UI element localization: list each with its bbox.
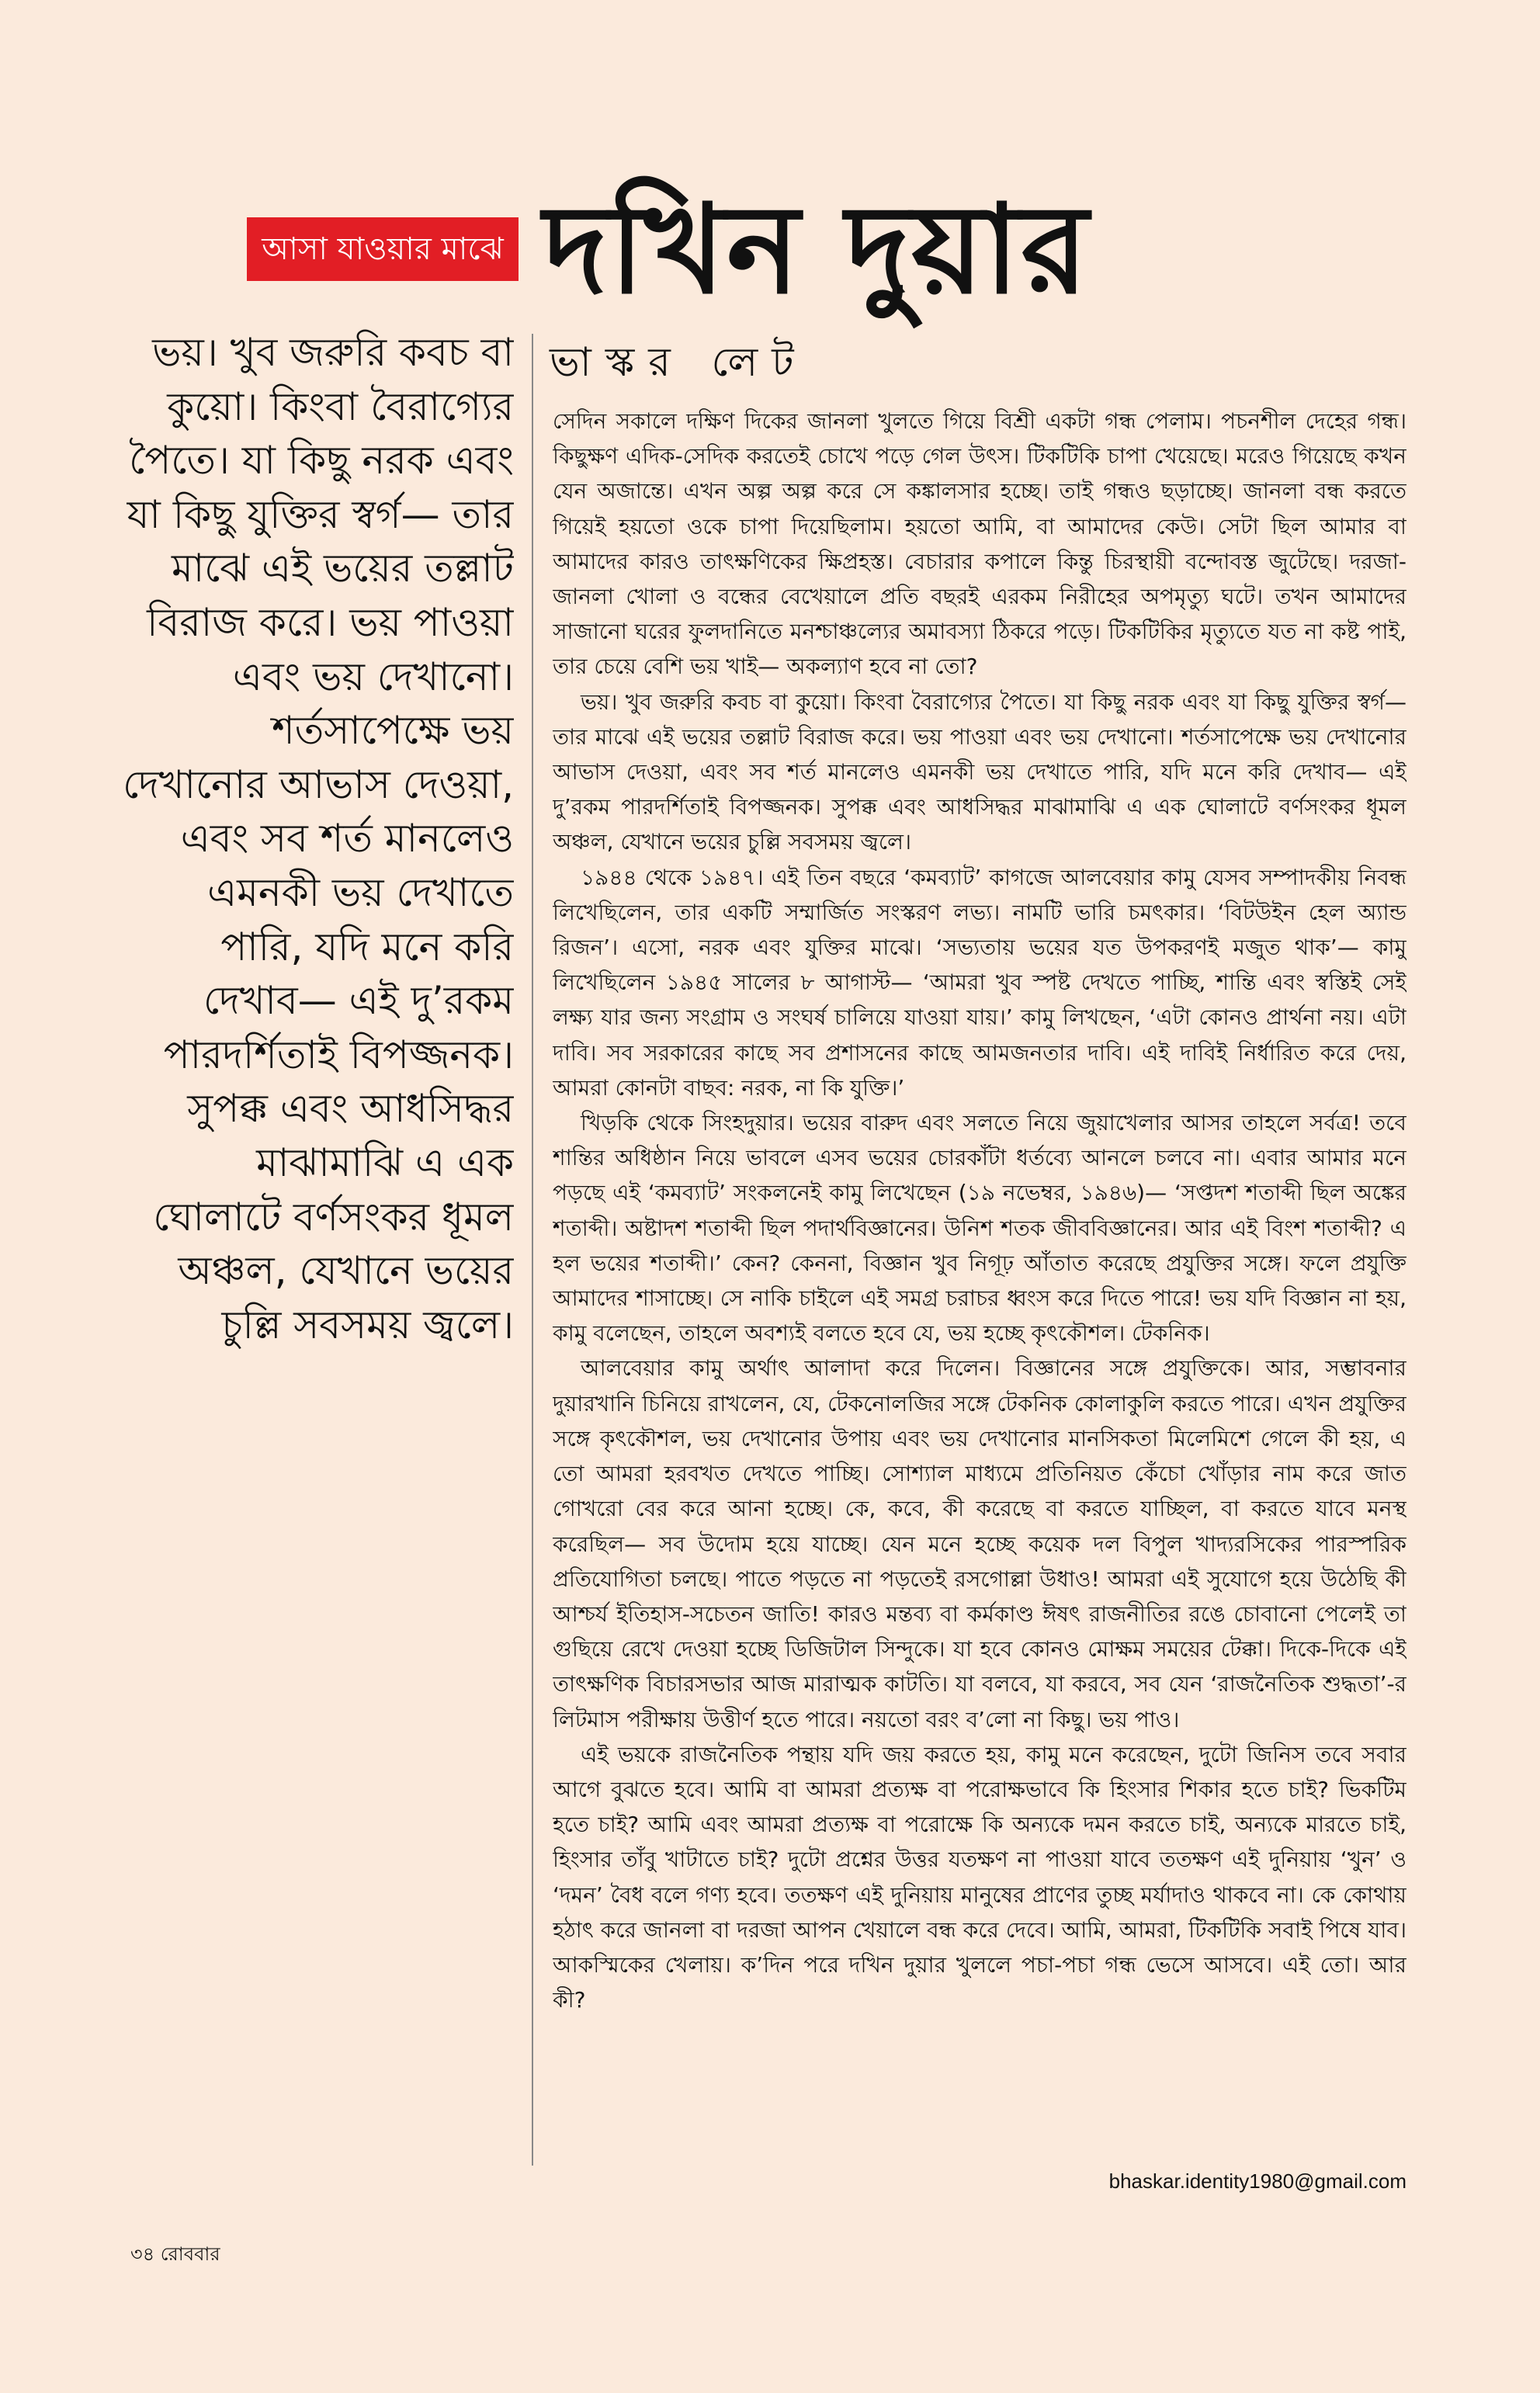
article-paragraph: ভয়। খুব জরুরি কবচ বা কুয়ো। কিংবা বৈরাগ্যের পৈতে। যা কিছু নরক এবং যা কিছু যুক্তির স্বর্গ— তার মাঝে এই ভয়ের তল্লাট বিরাজ করে। ভয় পাওয়া এবং ভয় দেখানো। শর্তসাপেক্ষে ভয় দেখানোর আভাস দেওয়া, এবং সব শর্ত মানলেও এমনকী ভয় দেখাতে পারি, যদি মনে করি দেখাব— এই দু’রকম পারদর্শিতাই বিপজ্জনক। সুপক্ক এবং আধসিদ্ধর মাঝামাঝি এ এক ঘোলাটে বর্ণসংকর ধূমল অঞ্চল, যেখানে ভয়ের চুল্লি সবসময় জ্বলে। [553, 688, 1406, 855]
headline: দখিন দুয়ার [543, 179, 1091, 321]
article-paragraph: আলবেয়ার কামু অর্থাৎ আলাদা করে দিলেন। বিজ্ঞানের সঙ্গে প্রযুক্তিকে। আর, সম্ভাবনার দুয়ারখানি চিনিয়ে রাখলেন, যে, টেকনোলজির সঙ্গে টেকনিক কোলাকুলি করতে পারে। এখন প্রযুক্তির সঙ্গে কৃৎকৌশল, ভয় দেখানোর উপায় এবং ভয় দেখানোর মানসিকতা মিলেমিশে গেলে কী হয়, এ তো আমরা হরবখত দেখতে পাচ্ছি। সোশ্যাল মাধ্যমে প্রতিনিয়ত কেঁচো খোঁড়ার নাম করে জাত গোখরো বের করে আনা হচ্ছে। কে, কবে, কী করেছে বা করতে যাচ্ছিল, বা করতে যাবে মনস্থ করেছিল— সব উদোম হয়ে যাচ্ছে। যেন মনে হচ্ছে কয়েক দল বিপুল খাদ্যরসিকের পারস্পরিক প্রতিযোগিতা চলছে। পাতে পড়তে না পড়তেই রসগোল্লা উধাও! আমরা এই সুযোগে হয়ে উঠেছি কী আশ্চর্য ইতিহাস-সচেতন জাতি! কারও মন্তব্য বা কর্মকাণ্ড ঈষৎ রাজনীতির রঙে চোবানো পেলেই তা গুছিয়ে রেখে দেওয়া হচ্ছে ডিজিটাল সিন্দুকে। যা হবে কোনও মোক্ষম সময়ের টেক্কা। দিকে-দিকে এই তাৎক্ষণিক বিচারসভার আজ মারাত্মক কাটতি। যা বলবে, যা করবে, সব যেন ‘রাজনৈতিক শুদ্ধতা’-র লিটমাস পরীক্ষায় উত্তীর্ণ হতে পারে। নয়তো বরং ব’লো না কিছু। ভয় পাও। [553, 1355, 1406, 1732]
author-email: bhaskar.identity1980@gmail.com [1108, 2169, 1406, 2193]
column-divider [532, 334, 533, 2166]
column-label: আসা যাওয়ার মাঝে [247, 217, 519, 281]
article-paragraph: এই ভয়কে রাজনৈতিক পন্থায় যদি জয় করতে হয়, কামু মনে করেছেন, দুটো জিনিস তবে সবার আগে বুঝতে হবে। আমি বা আমরা প্রত্যক্ষ বা পরোক্ষভাবে কি হিংসার শিকার হতে চাই? ভিকটিম হতে চাই? আমি এবং আমরা প্রত্যক্ষ বা পরোক্ষে কি অন্যকে দমন করতে চাই, অন্যকে মারতে চাই, হিংসার তাঁবু খাটাতে চাই? দুটো প্রশ্নের উত্তর যতক্ষণ না পাওয়া যাবে ততক্ষণ এই দুনিয়ায় ‘খুন’ ও ‘দমন’ বৈধ বলে গণ্য হবে। ততক্ষণ এই দুনিয়ায় মানুষের প্রাণের তুচ্ছ মর্যাদাও থাকবে না। কে কোথায় হঠাৎ করে জানলা বা দরজা আপন খেয়ালে বন্ধ করে দেবে। আমি, আমরা, টিকটিকি সবাই পিষে যাব। আকস্মিকের খেলায়। ক’দিন পরে দখিন দুয়ার খুললে পচা-পচা গন্ধ ভেসে আসবে। এই তো। আর কী? [553, 1741, 1406, 2013]
article-paragraph: খিড়কি থেকে সিংহদুয়ার। ভয়ের বারুদ এবং সলতে নিয়ে জুয়াখেলার আসর তাহলে সর্বত্র! তবে শান্তির অধিষ্ঠান নিয়ে ভাবলে এসব ভয়ের চোরকাঁটা ধর্তব্যে আনলে চলবে না। এবার আমার মনে পড়ছে এই ‘কমব্যাট’ সংকলনেই কামু লিখেছেন (১৯ নভেম্বর, ১৯৪৬)— ‘সপ্তদশ শতাব্দী ছিল অঙ্কের শতাব্দী। অষ্টাদশ শতাব্দী ছিল পদার্থবিজ্ঞানের। উনিশ শতক জীববিজ্ঞানের। আর এই বিংশ শতাব্দী? এ হল ভয়ের শতাব্দী।’ কেন? কেননা, বিজ্ঞান খুব নিগূঢ় আঁতাত করেছে প্রযুক্তির সঙ্গে। ফলে প্রযুক্তি আমাদের শাসাচ্ছে। সে নাকি চাইলে এই সমগ্র চরাচর ধ্বংস করে দিতে পারে! ভয় যদি বিজ্ঞান না হয়, কামু বলেছেন, তাহলে অবশ্যই বলতে হবে যে, ভয় হচ্ছে কৃৎকৌশল। টেকনিক। [553, 1110, 1406, 1347]
article-body [553, 404, 1406, 2167]
pull-quote-text: ভয়। খুব জরুরি কবচ বা কুয়ো। কিংবা বৈরাগ্যের পৈতে। যা কিছু নরক এবং যা কিছু যুক্তির স্বর্গ— তার মাঝে এই ভয়ের তল্লাট বিরাজ করে। ভয় পাওয়া এবং ভয় দেখানো। শর্তসাপেক্ষে ভয় দেখানোর আভাস দেওয়া, এবং সব শর্ত মানলেও এমনকী ভয় দেখাতে পারি, যদি মনে করি দেখাব— এই দু’রকম পারদর্শিতাই বিপজ্জনক। সুপক্ক এবং আধসিদ্ধর মাঝামাঝি এ এক ঘোলাটে বর্ণসংকর ধূমল অঞ্চল, যেখানে ভয়ের চুল্লি সবসময় জ্বলে। [123, 330, 514, 1347]
article-paragraph: ১৯৪৪ থেকে ১৯৪৭। এই তিন বছরে ‘কমব্যাট’ কাগজে আলবেয়ার কামু যেসব সম্পাদকীয় নিবন্ধ লিখেছিলেন, তার একটি সম্মার্জিত সংস্করণ লভ্য। নামটি ভারি চমৎকার। ‘বিটউইন হেল অ্যান্ড রিজন’। এসো, নরক এবং যুক্তির মাঝে। ‘সভ্যতায় ভয়ের যত উপকরণই মজুত থাক’— কামু লিখেছিলেন ১৯৪৫ সালের ৮ আগাস্ট— ‘আমরা খুব স্পষ্ট দেখতে পাচ্ছি, শান্তি এবং স্বস্তিই সেই লক্ষ্য যার জন্য সংগ্রাম ও সংঘর্ষ চালিয়ে যাওয়া যায়।’ কামু লিখছেন, ‘এটা কোনও প্রার্থনা নয়। এটা দাবি। সব সরকারের কাছে সব প্রশাসনের কাছে আমজনতার দাবি। এই দাবিই নির্ধারিত করে দেয়, আমরা কোনটা বাছব: নরক, না কি যুক্তি।’ [553, 864, 1406, 1101]
pull-quote [116, 326, 514, 1560]
byline: ভাস্কর লেট [550, 339, 808, 386]
article-paragraph: সেদিন সকালে দক্ষিণ দিকের জানলা খুলতে গিয়ে বিশ্রী একটা গন্ধ পেলাম। পচনশীল দেহের গন্ধ। কিছুক্ষণ এদিক-সেদিক করতেই চোখে পড়ে গেল উৎস। টিকটিকি চাপা খেয়েছে। মরেও গিয়েছে কখন যেন অজান্তে। এখন অল্প অল্প করে সে কঙ্কালসার হচ্ছে। তাই গন্ধও ছড়াচ্ছে। জানলা বন্ধ করতে গিয়েই হয়তো ওকে চাপা দিয়েছিলাম। হয়তো আমি, বা আমাদের কেউ। সেটা ছিল আমার বা আমাদের কারও তাৎক্ষণিকের ক্ষিপ্রহস্ত। বেচারার কপালে কিন্তু চিরস্থায়ী বন্দোবস্ত জুটেছে। দরজা-জানলা খোলা ও বন্ধের বেখেয়ালে প্রতি বছরই এরকম নিরীহের অপমৃত্যু ঘটে। তখন আমাদের সাজানো ঘরের ফুলদানিতে মনশ্চাঞ্চল্যের অমাবস্যা ঠিকরে পড়ে। টিকটিকির মৃত্যুতে যত না কষ্ট পাই, তার চেয়ে বেশি ভয় খাই— অকল্যাণ হবে না তো? [553, 408, 1406, 680]
page-folio: ৩৪ রোববার [130, 2243, 220, 2265]
